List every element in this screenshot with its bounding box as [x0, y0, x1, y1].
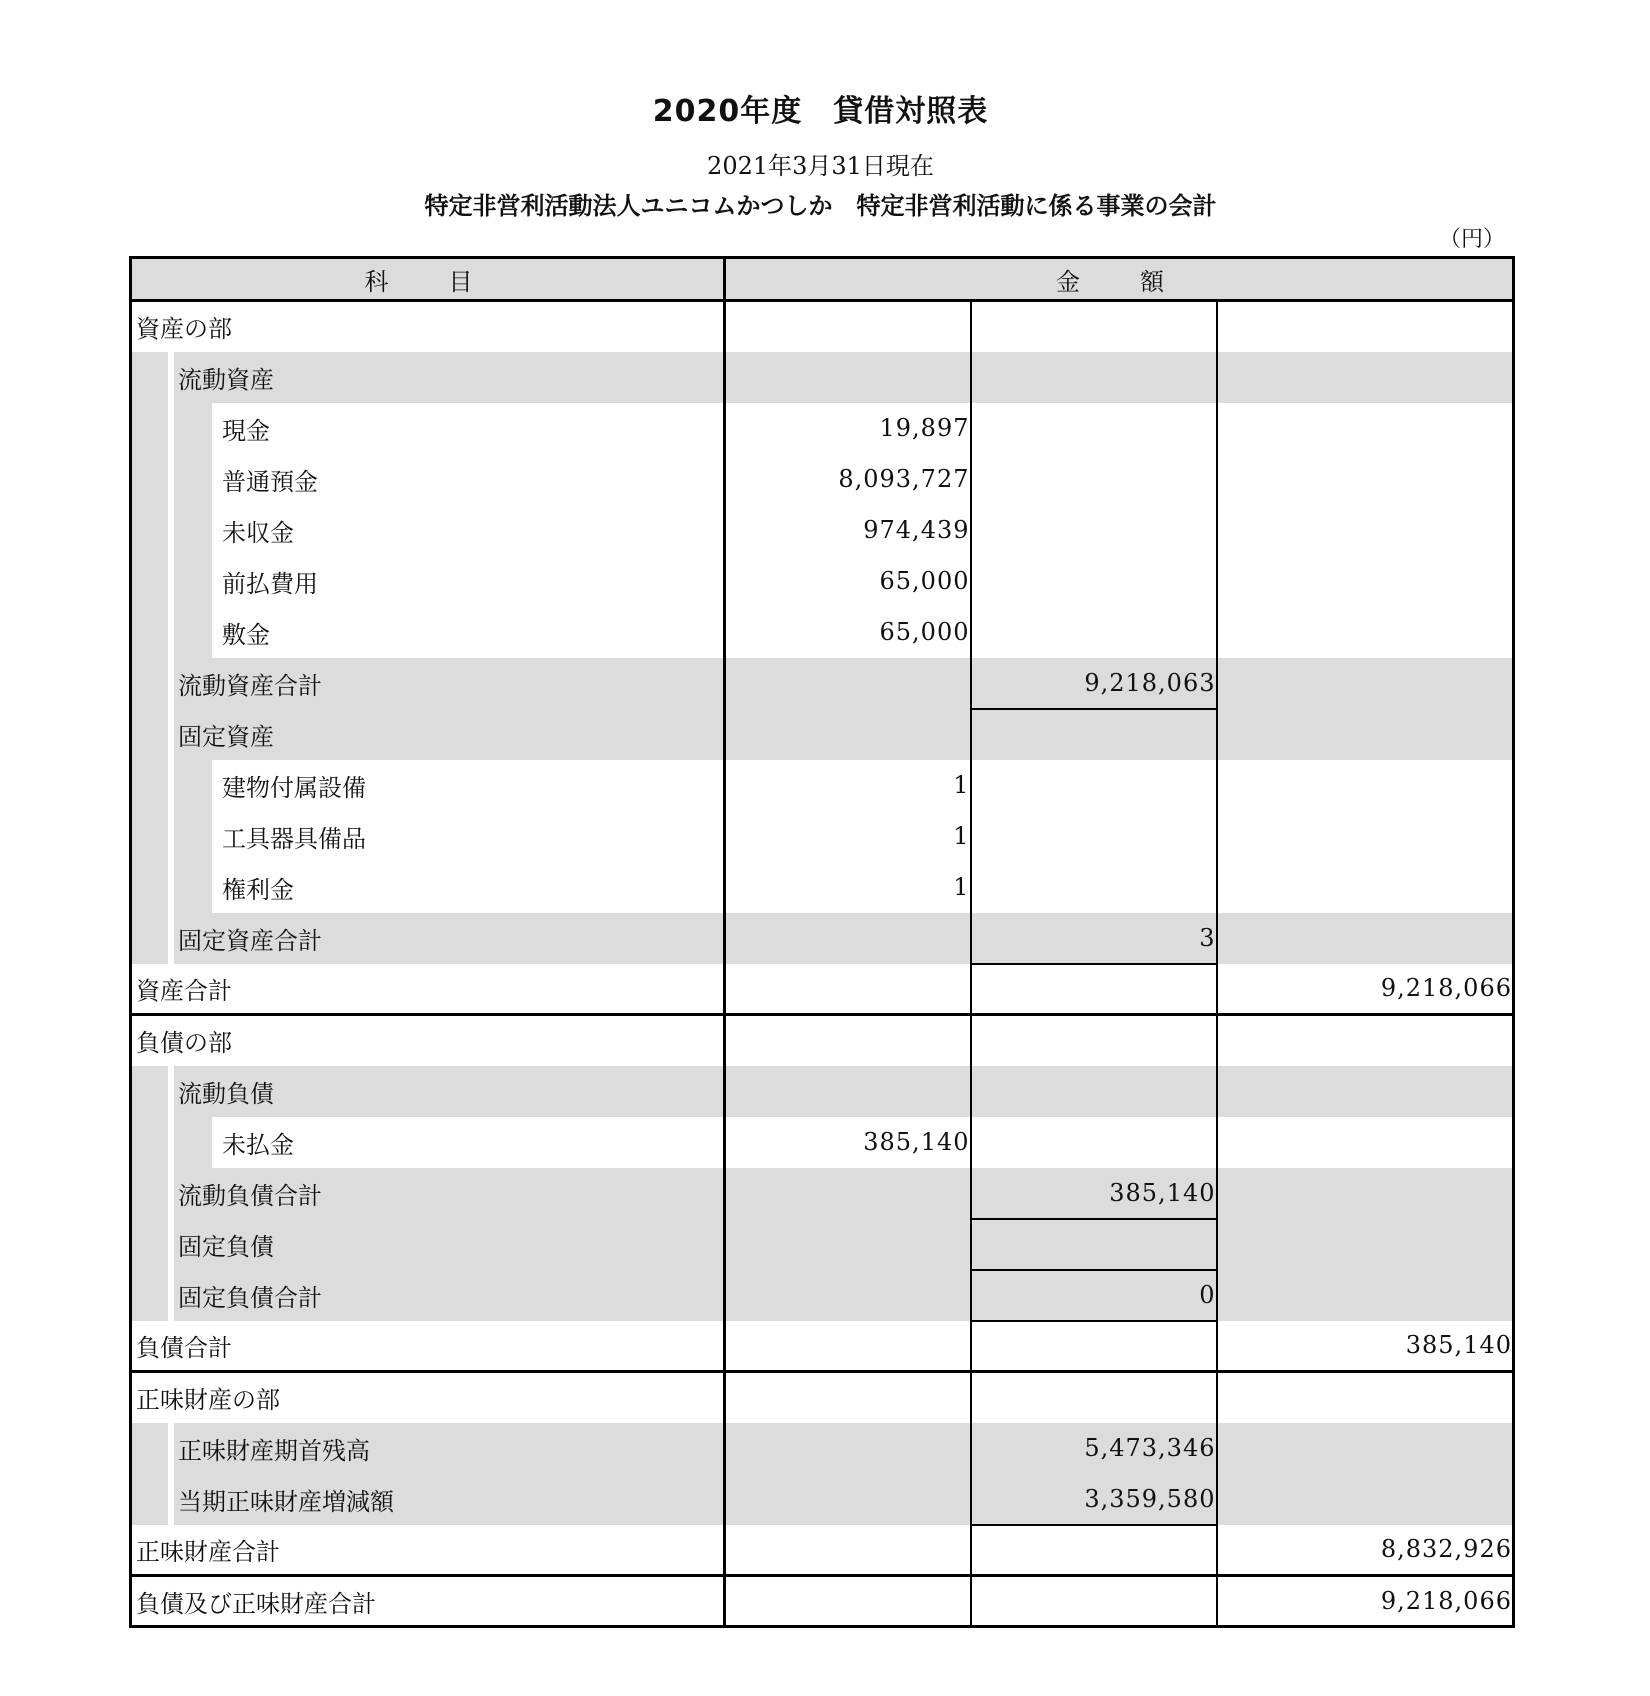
amount-c3	[1217, 1219, 1514, 1270]
amount-c1	[725, 964, 971, 1015]
table-row	[131, 403, 1514, 454]
row-label-cell	[131, 1525, 725, 1576]
table-header	[131, 258, 1514, 301]
row-label-cell	[131, 403, 725, 454]
row-label: 前払費用	[222, 569, 318, 598]
amount-c2	[971, 352, 1217, 403]
table-row	[131, 1270, 1514, 1321]
document-title: 2020年度 貸借対照表	[652, 94, 989, 129]
row-label: 固定負債	[174, 1219, 723, 1270]
amount-c1	[725, 913, 971, 964]
amount-c3	[1217, 607, 1514, 658]
row-label-cell	[131, 964, 725, 1015]
table-row	[131, 709, 1514, 760]
currency-unit: （円）	[1438, 227, 1505, 252]
amount-c3	[1217, 1015, 1514, 1066]
amount-c1: 1	[725, 862, 971, 913]
table-row	[131, 1117, 1514, 1168]
amount-c3	[1217, 811, 1514, 862]
amount-c3	[1217, 1270, 1514, 1321]
amount-c1	[725, 1270, 971, 1321]
amount-c1	[725, 1015, 971, 1066]
amount-c3	[1217, 658, 1514, 709]
table-row	[131, 658, 1514, 709]
amount-c3	[1217, 709, 1514, 760]
row-label-cell	[131, 1270, 725, 1321]
row-label-cell	[131, 1219, 725, 1270]
amount-c2	[971, 1066, 1217, 1117]
row-label-cell	[131, 301, 725, 352]
row-label: 固定負債合計	[174, 1270, 723, 1321]
amount-c1	[725, 658, 971, 709]
amount-c2	[971, 1117, 1217, 1168]
amount-c2	[971, 403, 1217, 454]
amount-c1	[725, 1372, 971, 1423]
amount-c1	[725, 709, 971, 760]
amount-c1: 1	[725, 760, 971, 811]
header-item: 科 目	[131, 258, 725, 301]
amount-c3	[1217, 1168, 1514, 1219]
table-row	[131, 1168, 1514, 1219]
table-row	[131, 1219, 1514, 1270]
amount-c1: 19,897	[725, 403, 971, 454]
row-label: 権利金	[222, 875, 294, 904]
amount-c2	[971, 1372, 1217, 1423]
amount-c2	[971, 301, 1217, 352]
row-label: 固定資産	[174, 709, 723, 760]
amount-c2	[971, 1321, 1217, 1372]
amount-c1: 385,140	[725, 1117, 971, 1168]
amount-c2	[971, 811, 1217, 862]
amount-c3	[1217, 1066, 1514, 1117]
table-row	[131, 301, 1514, 352]
row-label: 正味財産の部	[136, 1386, 280, 1415]
amount-c3	[1217, 556, 1514, 607]
amount-c3: 385,140	[1217, 1321, 1514, 1372]
table-row	[131, 454, 1514, 505]
table-row	[131, 1474, 1514, 1525]
row-label-cell	[131, 811, 725, 862]
amount-c3	[1217, 454, 1514, 505]
row-label: 正味財産期首残高	[174, 1423, 723, 1474]
row-label-cell	[131, 454, 725, 505]
amount-c2	[971, 1015, 1217, 1066]
row-label: 負債及び正味財産合計	[136, 1589, 376, 1618]
table-row	[131, 811, 1514, 862]
amount-c2	[971, 1576, 1217, 1627]
table-row	[131, 607, 1514, 658]
amount-c1	[725, 1474, 971, 1525]
row-label-cell	[131, 1372, 725, 1423]
amount-c1	[725, 1525, 971, 1576]
amount-c2	[971, 607, 1217, 658]
row-label: 資産の部	[136, 315, 232, 344]
amount-c2: 385,140	[971, 1168, 1217, 1219]
amount-c1	[725, 1576, 971, 1627]
table-row	[131, 505, 1514, 556]
row-label-cell	[131, 658, 725, 709]
row-label-cell	[131, 556, 725, 607]
amount-c2	[971, 709, 1217, 760]
amount-c1: 8,093,727	[725, 454, 971, 505]
row-label: 流動負債	[174, 1066, 723, 1117]
row-label-cell	[131, 1015, 725, 1066]
amount-c2	[971, 760, 1217, 811]
amount-c2	[971, 454, 1217, 505]
amount-c1	[725, 1168, 971, 1219]
amount-c2: 5,473,346	[971, 1423, 1217, 1474]
row-label: 工具器具備品	[222, 824, 366, 853]
table-row	[131, 1321, 1514, 1372]
amount-c3	[1217, 1474, 1514, 1525]
row-label-cell	[131, 607, 725, 658]
amount-c2	[971, 1219, 1217, 1270]
table-row	[131, 1423, 1514, 1474]
row-label: 建物付属設備	[222, 773, 366, 802]
table-row	[131, 760, 1514, 811]
table-row	[131, 964, 1514, 1015]
organization-name: 特定非営利活動法人ユニコムかつしか 特定非営利活動に係る事業の会計	[424, 192, 1217, 220]
row-label: 流動資産合計	[174, 658, 723, 709]
row-label: 普通預金	[222, 467, 318, 496]
as-of-date: 2021年3月31日現在	[707, 152, 934, 180]
row-label-cell	[131, 709, 725, 760]
row-label-cell	[131, 352, 725, 403]
table-row	[131, 1066, 1514, 1117]
amount-c1	[725, 1219, 971, 1270]
row-label: 負債合計	[136, 1333, 232, 1362]
amount-c3: 9,218,066	[1380, 1587, 1512, 1615]
row-label-cell	[131, 1117, 725, 1168]
row-label: 固定資産合計	[174, 913, 723, 964]
amount-c2	[971, 556, 1217, 607]
amount-c2	[971, 862, 1217, 913]
amount-c3: 8,832,926	[1217, 1525, 1514, 1576]
amount-c1	[725, 301, 971, 352]
amount-c2	[971, 964, 1217, 1015]
amount-c2: 3	[971, 913, 1217, 964]
amount-c1: 974,439	[725, 505, 971, 556]
row-label: 敷金	[222, 620, 270, 649]
amount-c1	[725, 352, 971, 403]
row-label: 未払金	[222, 1130, 294, 1159]
amount-c2: 0	[971, 1270, 1217, 1321]
amount-c3	[1217, 760, 1514, 811]
amount-c2	[971, 1525, 1217, 1576]
header-amount: 金 額	[725, 258, 1514, 301]
row-label: 未収金	[222, 518, 294, 547]
amount-c3	[1217, 1117, 1514, 1168]
row-label-cell	[131, 505, 725, 556]
amount-c3	[1217, 301, 1514, 352]
amount-c3	[1217, 1372, 1514, 1423]
amount-c3	[1217, 352, 1514, 403]
amount-c3: 9,218,066	[1217, 964, 1514, 1015]
row-label: 負債の部	[136, 1029, 232, 1058]
table-row	[131, 1576, 1514, 1627]
table-row	[131, 1525, 1514, 1576]
row-label: 正味財産合計	[136, 1537, 280, 1566]
amount-c1: 65,000	[725, 556, 971, 607]
table-row	[131, 1372, 1514, 1423]
row-label: 当期正味財産増減額	[174, 1474, 723, 1525]
row-label-cell	[131, 1423, 725, 1474]
amount-c1: 65,000	[725, 607, 971, 658]
table-row	[131, 1015, 1514, 1066]
amount-c3	[1217, 862, 1514, 913]
table-row	[131, 352, 1514, 403]
amount-c1	[725, 1321, 971, 1372]
amount-c2: 3,359,580	[971, 1474, 1217, 1525]
amount-c3	[1217, 1423, 1514, 1474]
row-label-cell	[131, 913, 725, 964]
row-label-cell	[131, 1474, 725, 1525]
row-label-cell	[131, 1168, 725, 1219]
amount-c3	[1217, 505, 1514, 556]
amount-c3	[1217, 913, 1514, 964]
row-label: 現金	[222, 416, 270, 445]
table-body	[131, 301, 1514, 1627]
row-label-cell	[131, 1066, 725, 1117]
amount-c2	[971, 505, 1217, 556]
row-label-cell	[131, 1321, 725, 1372]
row-label: 流動負債合計	[174, 1168, 723, 1219]
balance-sheet-table	[129, 256, 1515, 1628]
row-label-cell	[131, 760, 725, 811]
amount-c2: 9,218,063	[971, 658, 1217, 709]
amount-c1	[725, 1066, 971, 1117]
row-label: 資産合計	[136, 976, 232, 1005]
amount-c1	[725, 1423, 971, 1474]
row-label-cell	[131, 862, 725, 913]
table-row	[131, 862, 1514, 913]
amount-c1: 1	[725, 811, 971, 862]
amount-c3	[1217, 403, 1514, 454]
row-label-cell	[131, 1576, 725, 1627]
table-row	[131, 556, 1514, 607]
row-label: 流動資産	[174, 352, 723, 403]
table-row	[131, 913, 1514, 964]
